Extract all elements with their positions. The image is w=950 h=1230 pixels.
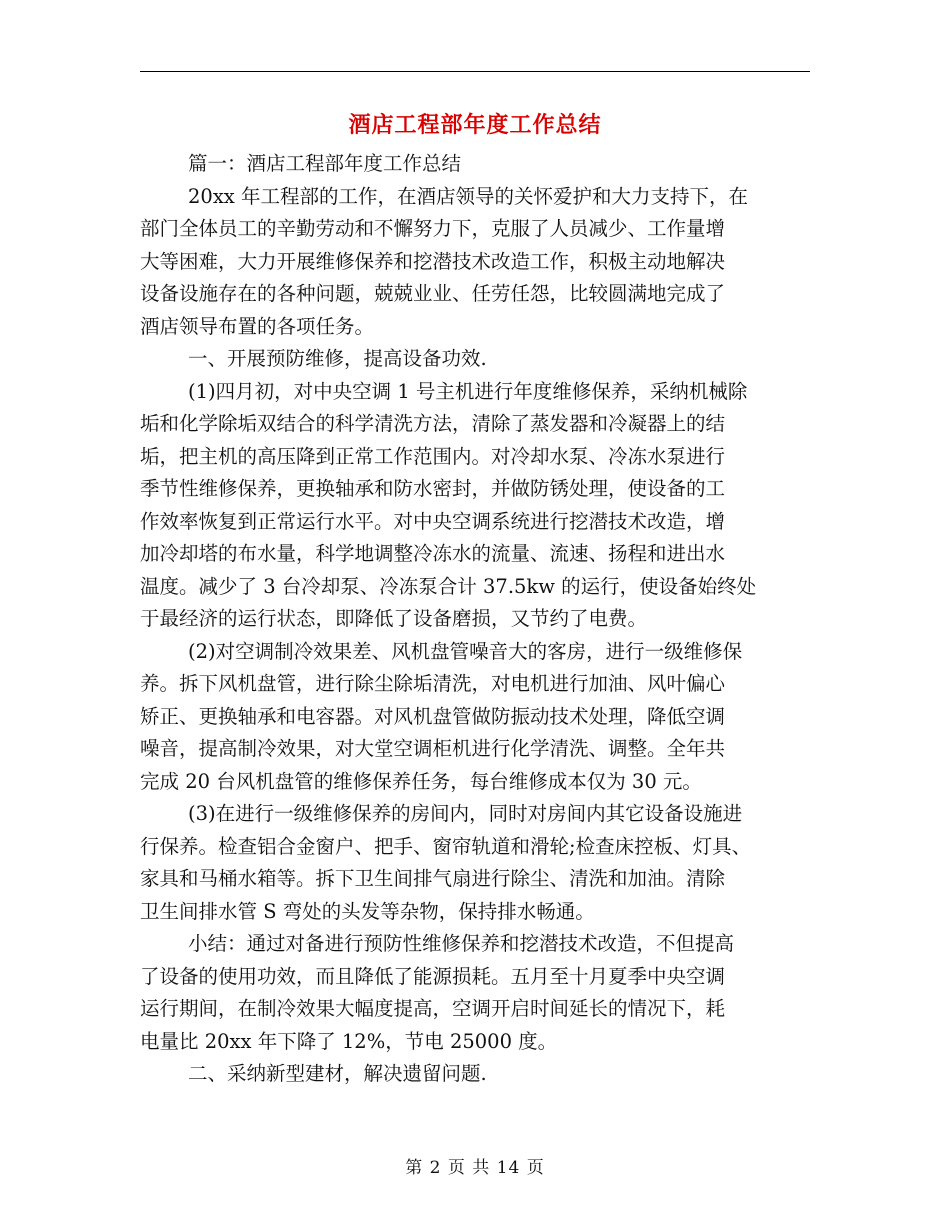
paragraph-line: 设备设施存在的各种问题，兢兢业业、任劳任怨，比较圆满地完成了 (140, 282, 726, 305)
paragraph-line: 完成 20 台风机盘管的维修保养任务，每台维修成本仅为 30 元。 (140, 769, 702, 793)
document-body (140, 148, 812, 1091)
paragraph-line: 部门全体员工的辛勤劳动和不懈努力下，克服了人员减少、工作量增 (140, 217, 726, 240)
paragraph-line: 家具和马桶水箱等。拆下卫生间排气扇进行除尘、清洗和加油。清除 (140, 867, 726, 890)
header-rule (140, 71, 810, 72)
paragraph-line: 行保养。检查铝合金窗户、把手、窗帘轨道和滑轮;检查床控板、灯具、 (140, 834, 752, 858)
paragraph-line: 养。拆下风机盘管，进行除尘除垢清洗，对电机进行加油、风叶偏心 (140, 672, 726, 695)
paragraph-line: 运行期间，在制冷效果大幅度提高，空调开启时间延长的情况下，耗 (140, 997, 726, 1020)
paragraph-line: 二、采纳新型建材，解决遗留问题. (188, 1062, 487, 1085)
paragraph-line: 卫生间排水管 S 弯处的头发等杂物，保持排水畅通。 (140, 899, 595, 923)
paragraph-line: 电量比 20xx 年下降了 12%，节电 25000 度。 (140, 1029, 558, 1053)
paragraph-line: 季节性维修保养，更换轴承和防水密封，并做防锈处理，使设备的工 (140, 477, 726, 500)
paragraph-line: 矫正、更换轴承和电容器。对风机盘管做防振动技术处理，降低空调 (140, 704, 726, 728)
paragraph-line: 噪音，提高制冷效果，对大堂空调柜机进行化学清洗、调整。全年共 (140, 737, 726, 760)
paragraph-line: 垢和化学除垢双结合的科学清洗方法，清除了蒸发器和冷凝器上的结 (140, 412, 726, 435)
document-title: 酒店工程部年度工作总结 (348, 112, 602, 138)
paragraph-line: 小结：通过对备进行预防性维修保养和挖潜技术改造，不但提高 (188, 932, 735, 955)
paragraph-line: 酒店领导布置的各项任务。 (140, 314, 375, 338)
paragraph-line: 大等困难，大力开展维修保养和挖潜技术改造工作，积极主动地解决 (140, 249, 726, 273)
paragraph-line: 作效率恢复到正常运行水平。对中央空调系统进行挖潜技术改造，增 (140, 509, 726, 533)
paragraph-line: (3)在进行一级维修保养的房间内，同时对房间内其它设备设施进 (188, 802, 743, 825)
paragraph-line: (1)四月初，对中央空调 1 号主机进行年度维修保养，采纳机械除 (188, 379, 748, 403)
paragraph-line: (2)对空调制冷效果差、风机盘管噪音大的客房，进行一级维修保 (188, 639, 743, 663)
paragraph-line: 于最经济的运行状态，即降低了设备磨损，又节约了电费。 (140, 607, 648, 630)
paragraph-line: 篇一：酒店工程部年度工作总结 (188, 152, 462, 175)
paragraph-line: 20xx 年工程部的工作，在酒店领导的关怀爱护和大力支持下，在 (188, 184, 749, 208)
paragraph-line: 了设备的使用功效，而且降低了能源损耗。五月至十月夏季中央空调 (140, 964, 726, 988)
paragraph-line: 一、开展预防维修，提高设备功效. (188, 347, 487, 370)
page-number-footer: 第 2 页 共 14 页 (405, 1158, 545, 1178)
paragraph-line: 垢，把主机的高压降到正常工作范围内。对冷却水泵、冷冻水泵进行 (140, 444, 726, 468)
paragraph-line: 加冷却塔的布水量，科学地调整冷冻水的流量、流速、扬程和进出水 (140, 542, 726, 565)
paragraph-line: 温度。减少了 3 台冷却泵、冷冻泵合计 37.5kw 的运行，使设备始终处 (140, 574, 757, 598)
